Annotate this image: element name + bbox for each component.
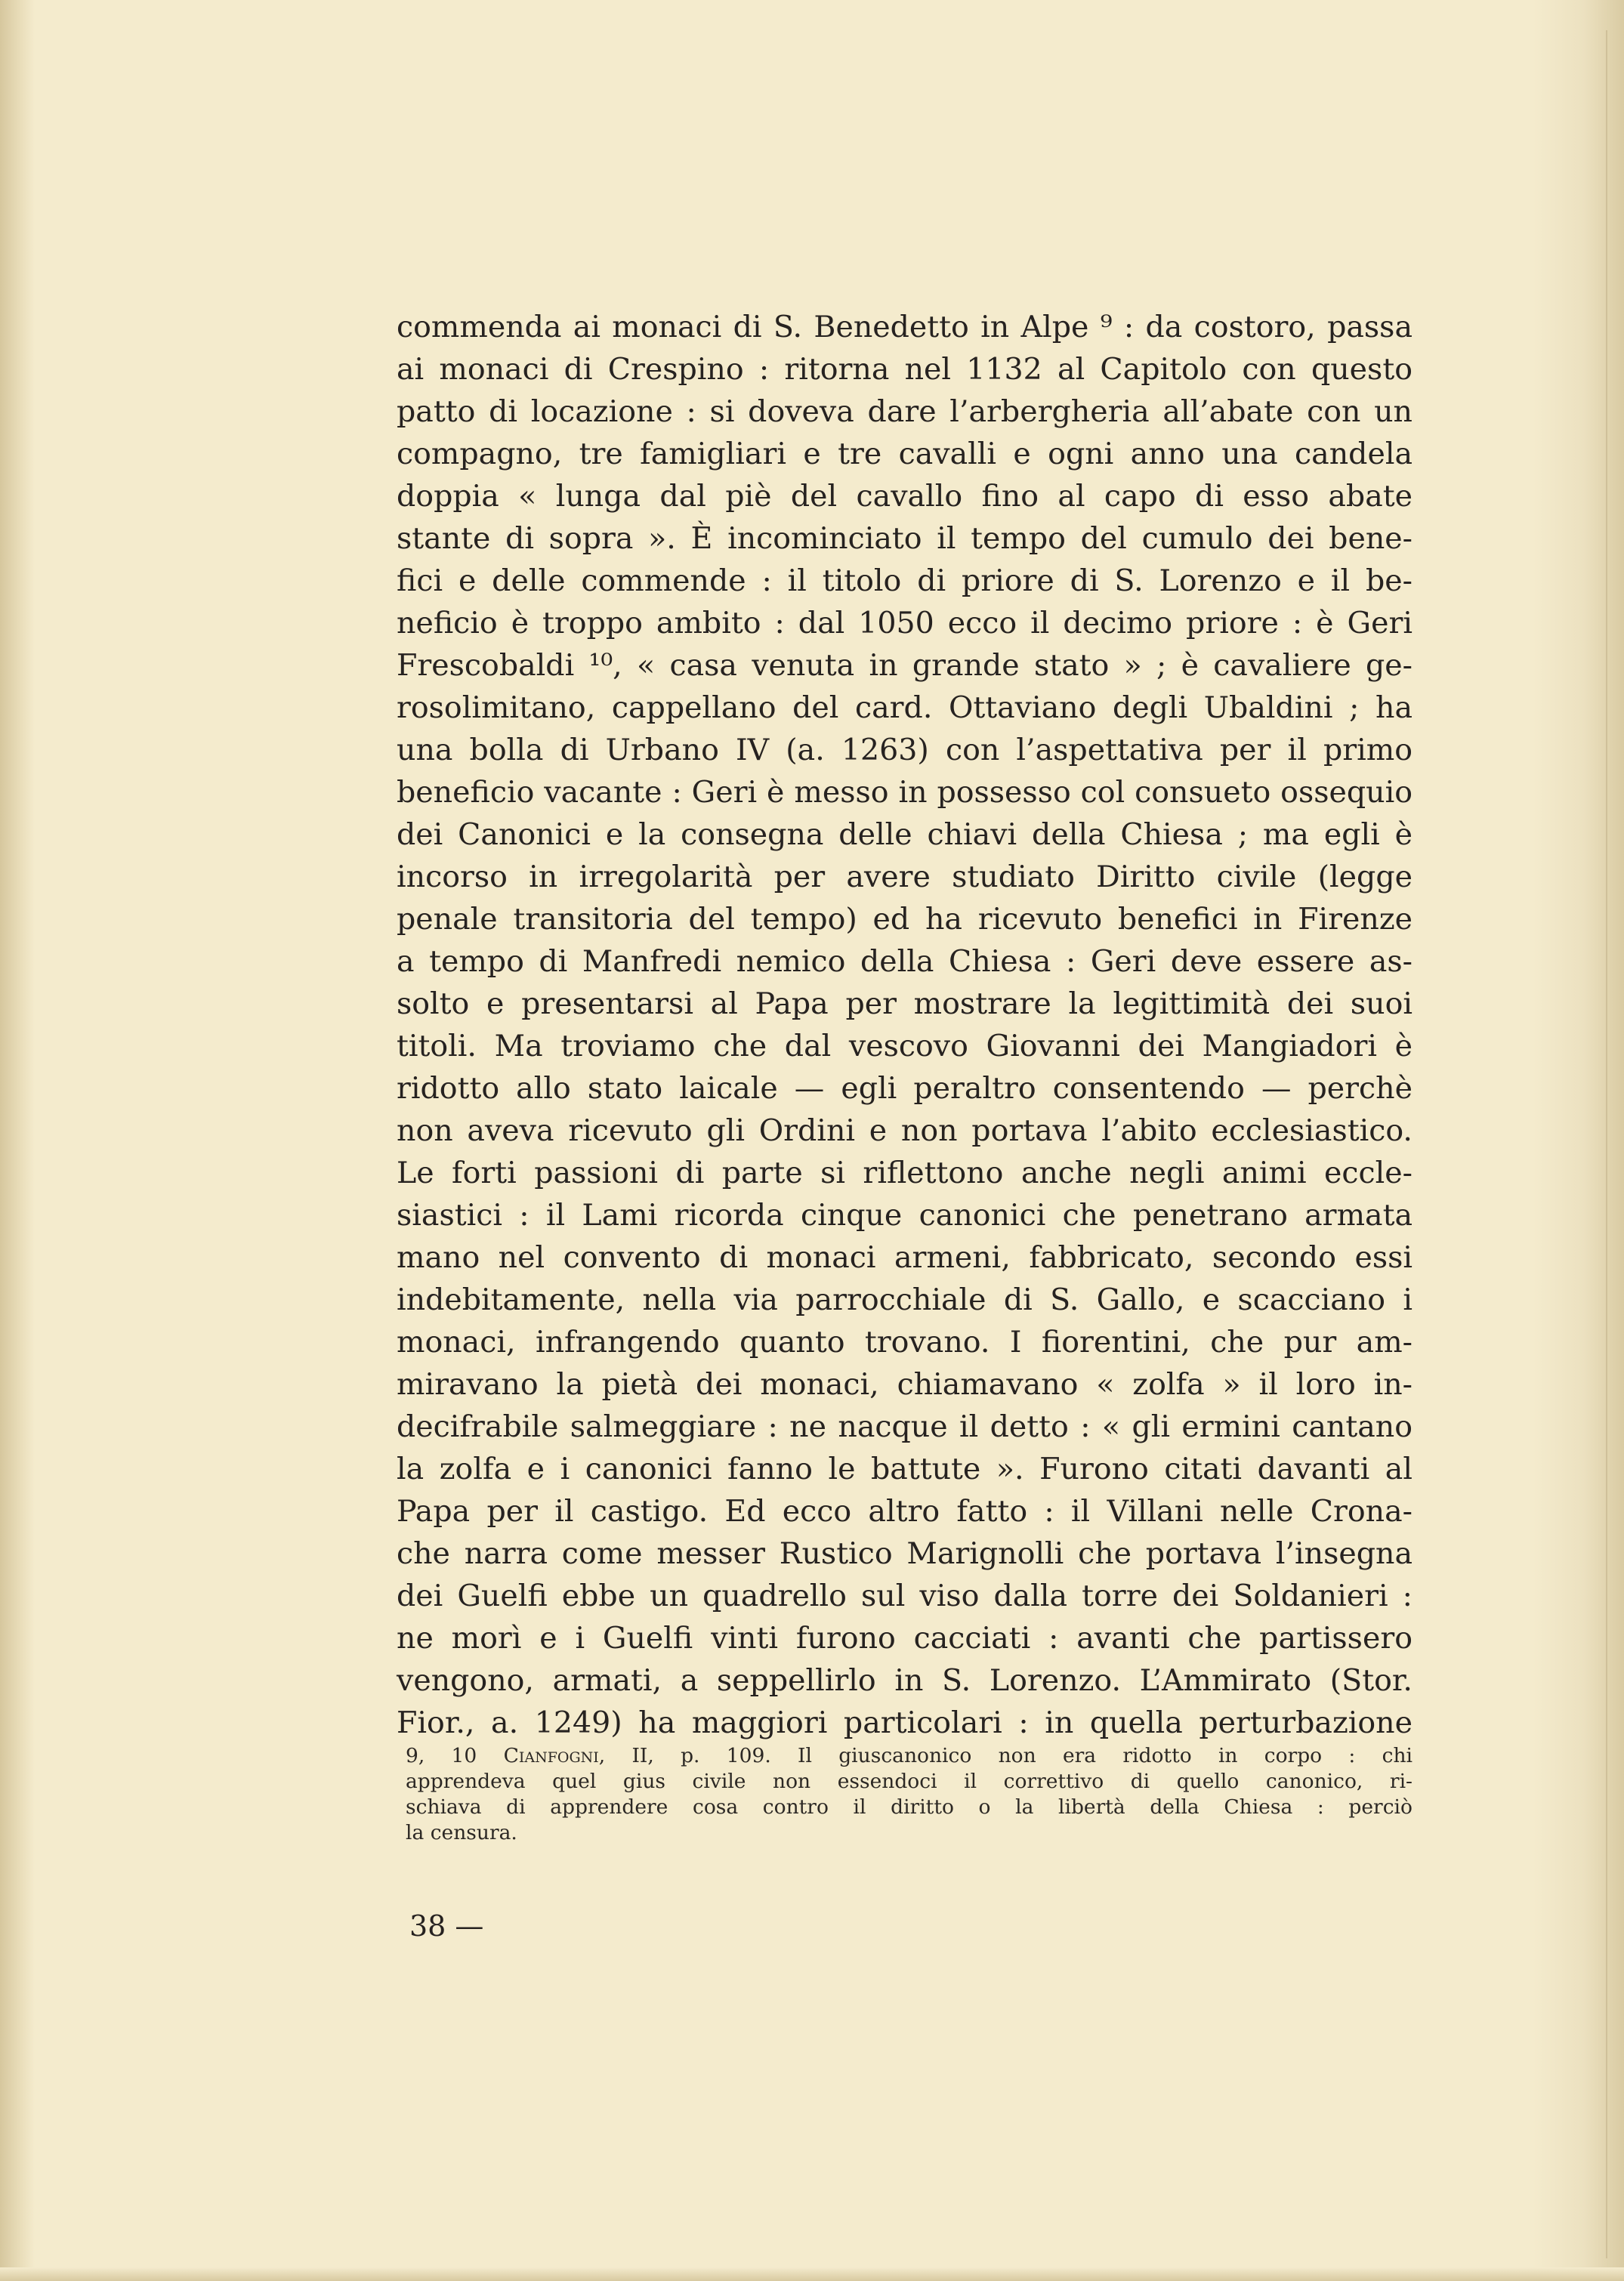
body-line: patto di locazione : si doveva dare l’arbergheria all’abate con un: [397, 394, 1413, 429]
body-line: ridotto allo stato laicale — egli peraltro consentendo — perchè: [397, 1071, 1413, 1106]
body-line: ai monaci di Crespino : ritorna nel 1132 al Capitolo con questo: [397, 352, 1413, 387]
body-line: doppia « lunga dal piè del cavallo fino al capo di esso abate: [397, 479, 1413, 514]
body-line: stante di sopra ». È incominciato il tempo del cumulo dei bene-: [397, 521, 1413, 556]
body-line: Papa per il castigo. Ed ecco altro fatto : il Villani nelle Crona-: [397, 1494, 1413, 1529]
page-number: 38 —: [409, 1909, 484, 1943]
body-line: neficio è troppo ambito : dal 1050 ecco il decimo priore : è Geri: [397, 606, 1413, 640]
body-line: a tempo di Manfredi nemico della Chiesa : Geri deve essere as-: [397, 944, 1413, 979]
body-line: solto e presentarsi al Papa per mostrare la legittimità dei suoi: [397, 986, 1413, 1021]
body-line: non aveva ricevuto gli Ordini e non portava l’abito ecclesiastico.: [397, 1113, 1413, 1148]
footnote-line: schiava di apprendere cosa contro il diritto o la libertà della Chiesa : perciò: [406, 1795, 1413, 1819]
footnote-line: [406, 1743, 1413, 1769]
body-text: [397, 306, 1413, 1744]
body-line: che narra come messer Rustico Marignolli che portava l’insegna: [397, 1536, 1413, 1571]
footnote-text: , II, p. 109. Il giuscanonico non era ridotto in corpo : chi: [598, 1744, 1413, 1767]
body-line: beneficio vacante : Geri è messo in possesso col consueto ossequio: [397, 775, 1413, 810]
body-line: vengono, armati, a seppellirlo in S. Lorenzo. L’Ammirato (Stor.: [397, 1663, 1413, 1698]
body-line: la zolfa e i canonici fanno le battute ». Furono citati davanti al: [397, 1452, 1413, 1486]
body-line: Fior., a. 1249) ha maggiori particolari : in quella perturbazione: [397, 1705, 1413, 1740]
body-line: Le forti passioni di parte si riflettono anche negli animi eccle-: [397, 1156, 1413, 1190]
page-left-edge: [0, 0, 35, 2281]
body-line: decifrabile salmeggiare : ne nacque il detto : « gli ermini cantano: [397, 1409, 1413, 1444]
body-line: penale transitoria del tempo) ed ha ricevuto benefici in Firenze: [397, 902, 1413, 937]
fold-line: [1606, 30, 1607, 2258]
body-line: miravano la pietà dei monaci, chiamavano « zolfa » il loro in-: [397, 1367, 1413, 1402]
body-line: siastici : il Lami ricorda cinque canonici che penetrano armata: [397, 1198, 1413, 1233]
body-line: ne morì e i Guelfi vinti furono cacciati : avanti che partissero: [397, 1621, 1413, 1656]
page-bottom-edge: [0, 2267, 1624, 2281]
footnote-line: apprendeva quel gius civile non essendoci il correttivo di quello canonico, ri-: [406, 1770, 1413, 1793]
body-line: titoli. Ma troviamo che dal vescovo Giovanni dei Mangiadori è: [397, 1029, 1413, 1063]
body-line: dei Canonici e la consegna delle chiavi della Chiesa ; ma egli è: [397, 817, 1413, 852]
body-line: incorso in irregolarità per avere studiato Diritto civile (legge: [397, 860, 1413, 894]
body-line: Frescobaldi ¹⁰, « casa venuta in grande stato » ; è cavaliere ge-: [397, 648, 1413, 683]
body-line: dei Guelfi ebbe un quadrello sul viso dalla torre dei Soldanieri :: [397, 1579, 1413, 1613]
page-right-fold: [1533, 0, 1624, 2281]
footnote-author: Cianfogni: [503, 1744, 599, 1767]
footnotes: [406, 1743, 1413, 1846]
body-line: compagno, tre famigliari e tre cavalli e ogni anno una candela: [397, 437, 1413, 471]
body-line: commenda ai monaci di S. Benedetto in Alpe ⁹ : da costoro, passa: [397, 310, 1413, 344]
footnote-marker: 9, 10: [406, 1744, 477, 1767]
body-line: fici e delle commende : il titolo di priore di S. Lorenzo e il be-: [397, 563, 1413, 598]
body-line: rosolimitano, cappellano del card. Ottaviano degli Ubaldini ; ha: [397, 690, 1413, 725]
body-line: mano nel convento di monaci armeni, fabbricato, secondo essi: [397, 1240, 1413, 1275]
footnote-line: la censura.: [406, 1821, 517, 1844]
body-line: monaci, infrangendo quanto trovano. I fiorentini, che pur am-: [397, 1325, 1413, 1360]
body-line: indebitamente, nella via parrocchiale di S. Gallo, e scacciano i: [397, 1282, 1413, 1317]
body-line: una bolla di Urbano IV (a. 1263) con l’aspettativa per il primo: [397, 733, 1413, 767]
